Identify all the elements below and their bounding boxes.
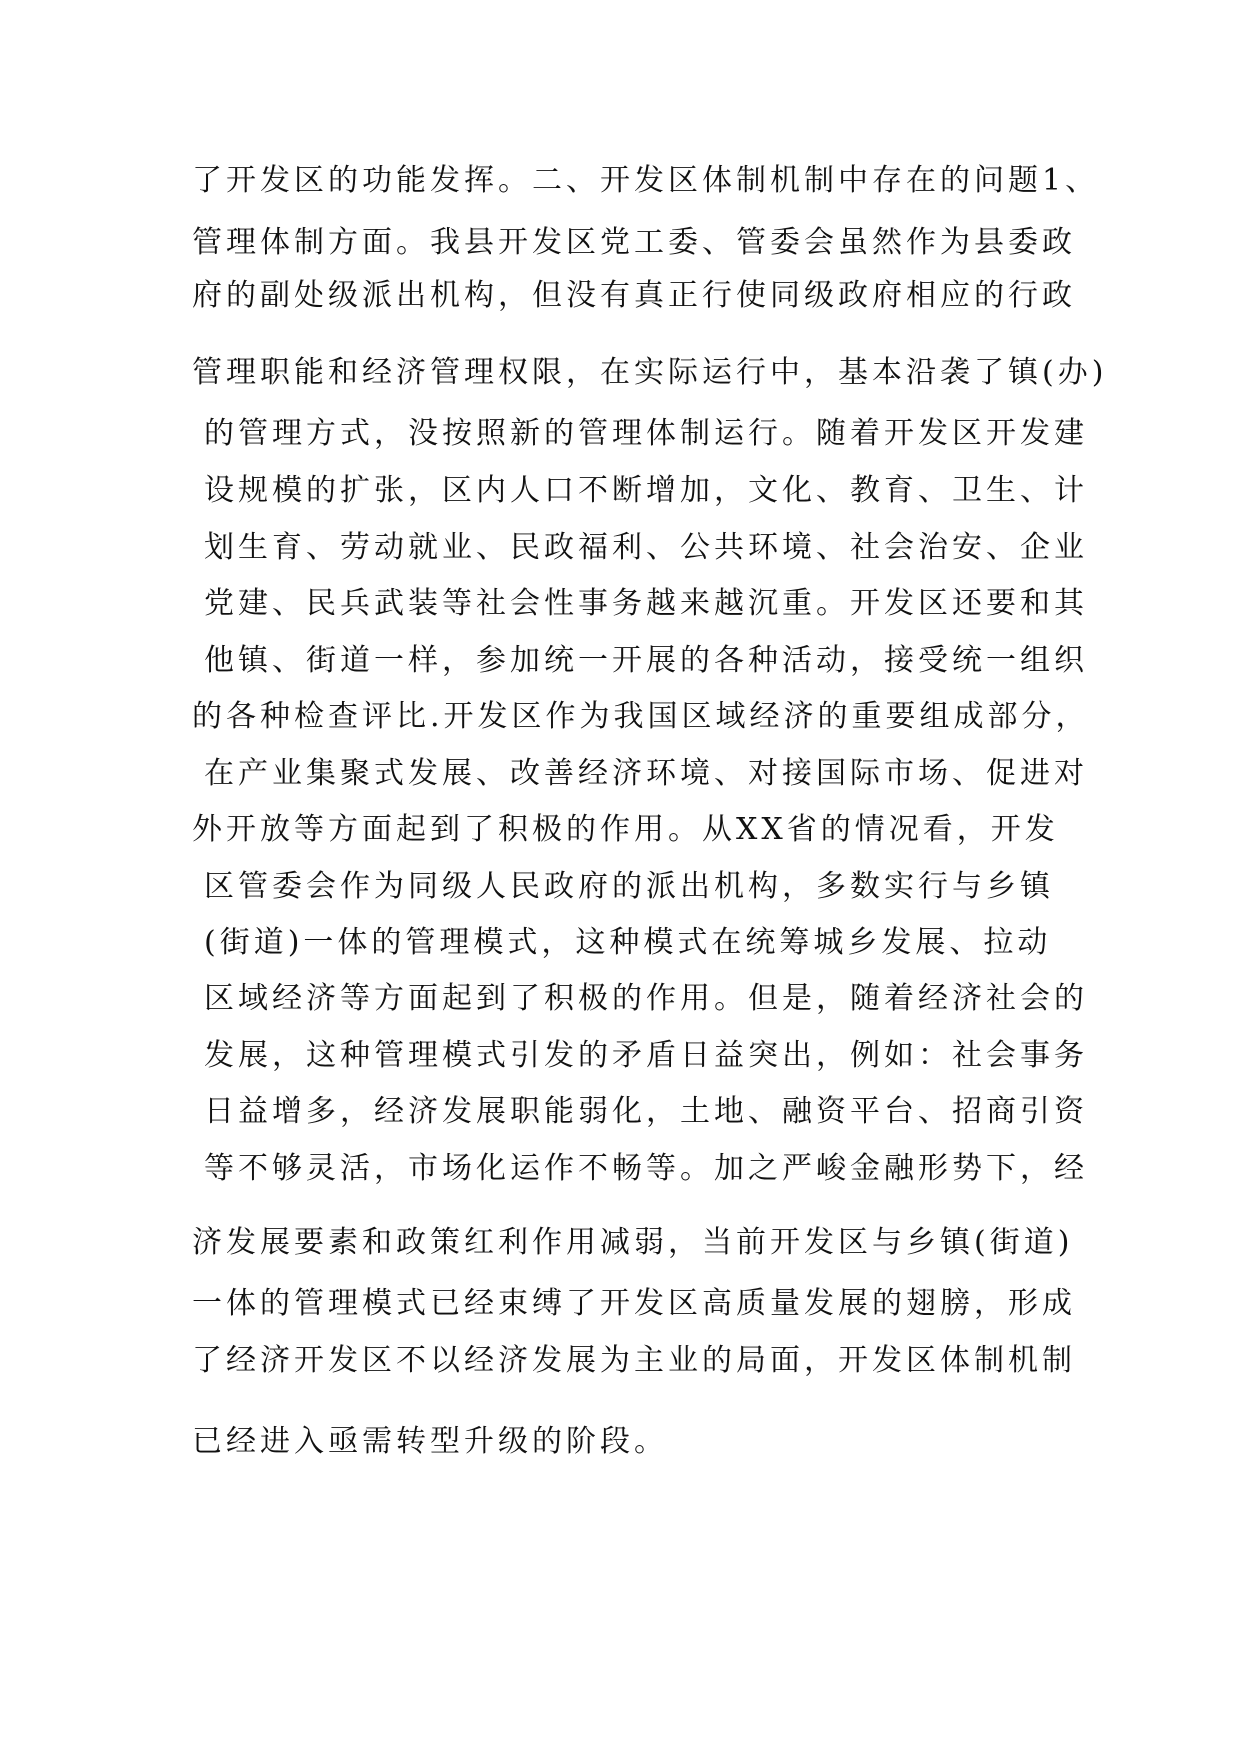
text-line-16: 发展，这种管理模式引发的矛盾日益突出，例如：社会事务 <box>204 1038 1088 1073</box>
text-line-10: 的各种检查评比.开发区作为我国区域经济的重要组成部分， <box>192 699 1090 734</box>
text-line-20: 一体的管理模式已经束缚了开发区高质量发展的翅膀，形成 <box>192 1286 1076 1321</box>
text-line-12: 外开放等方面起到了积极的作用。从XX省的情况看，开发 <box>192 812 1059 847</box>
text-line-4: 管理职能和经济管理权限，在实际运行中，基本沿袭了镇(办) <box>192 355 1108 390</box>
text-line-13: 区管委会作为同级人民政府的派出机构，多数实行与乡镇 <box>204 869 1054 904</box>
text-line-2: 管理体制方面。我县开发区党工委、管委会虽然作为县委政 <box>192 225 1076 260</box>
text-line-19: 济发展要素和政策红利作用减弱，当前开发区与乡镇(街道) <box>192 1225 1074 1260</box>
text-line-5: 的管理方式，没按照新的管理体制运行。随着开发区开发建 <box>204 416 1088 451</box>
text-line-11: 在产业集聚式发展、改善经济环境、对接国际市场、促进对 <box>204 756 1088 791</box>
text-line-22: 已经进入亟需转型升级的阶段。 <box>192 1424 668 1459</box>
text-line-6: 设规模的扩张，区内人口不断增加，文化、教育、卫生、计 <box>204 473 1088 508</box>
text-line-21: 了经济开发区不以经济发展为主业的局面，开发区体制机制 <box>192 1343 1076 1378</box>
text-line-17: 日益增多，经济发展职能弱化，土地、融资平台、招商引资 <box>204 1094 1088 1129</box>
text-line-15: 区域经济等方面起到了积极的作用。但是，随着经济社会的 <box>204 981 1088 1016</box>
text-line-1: 了开发区的功能发挥。二、开发区体制机制中存在的问题1、 <box>192 163 1100 198</box>
text-line-3: 府的副处级派出机构，但没有真正行使同级政府相应的行政 <box>192 278 1076 313</box>
text-line-14: (街道)一体的管理模式，这种模式在统筹城乡发展、拉动 <box>204 925 1052 960</box>
text-line-18: 等不够灵活，市场化运作不畅等。加之严峻金融形势下，经 <box>204 1151 1088 1186</box>
text-line-9: 他镇、街道一样，参加统一开展的各种活动，接受统一组织 <box>204 643 1088 678</box>
text-line-8: 党建、民兵武装等社会性事务越来越沉重。开发区还要和其 <box>204 586 1088 621</box>
text-line-7: 划生育、劳动就业、民政福利、公共环境、社会治安、企业 <box>204 530 1088 565</box>
